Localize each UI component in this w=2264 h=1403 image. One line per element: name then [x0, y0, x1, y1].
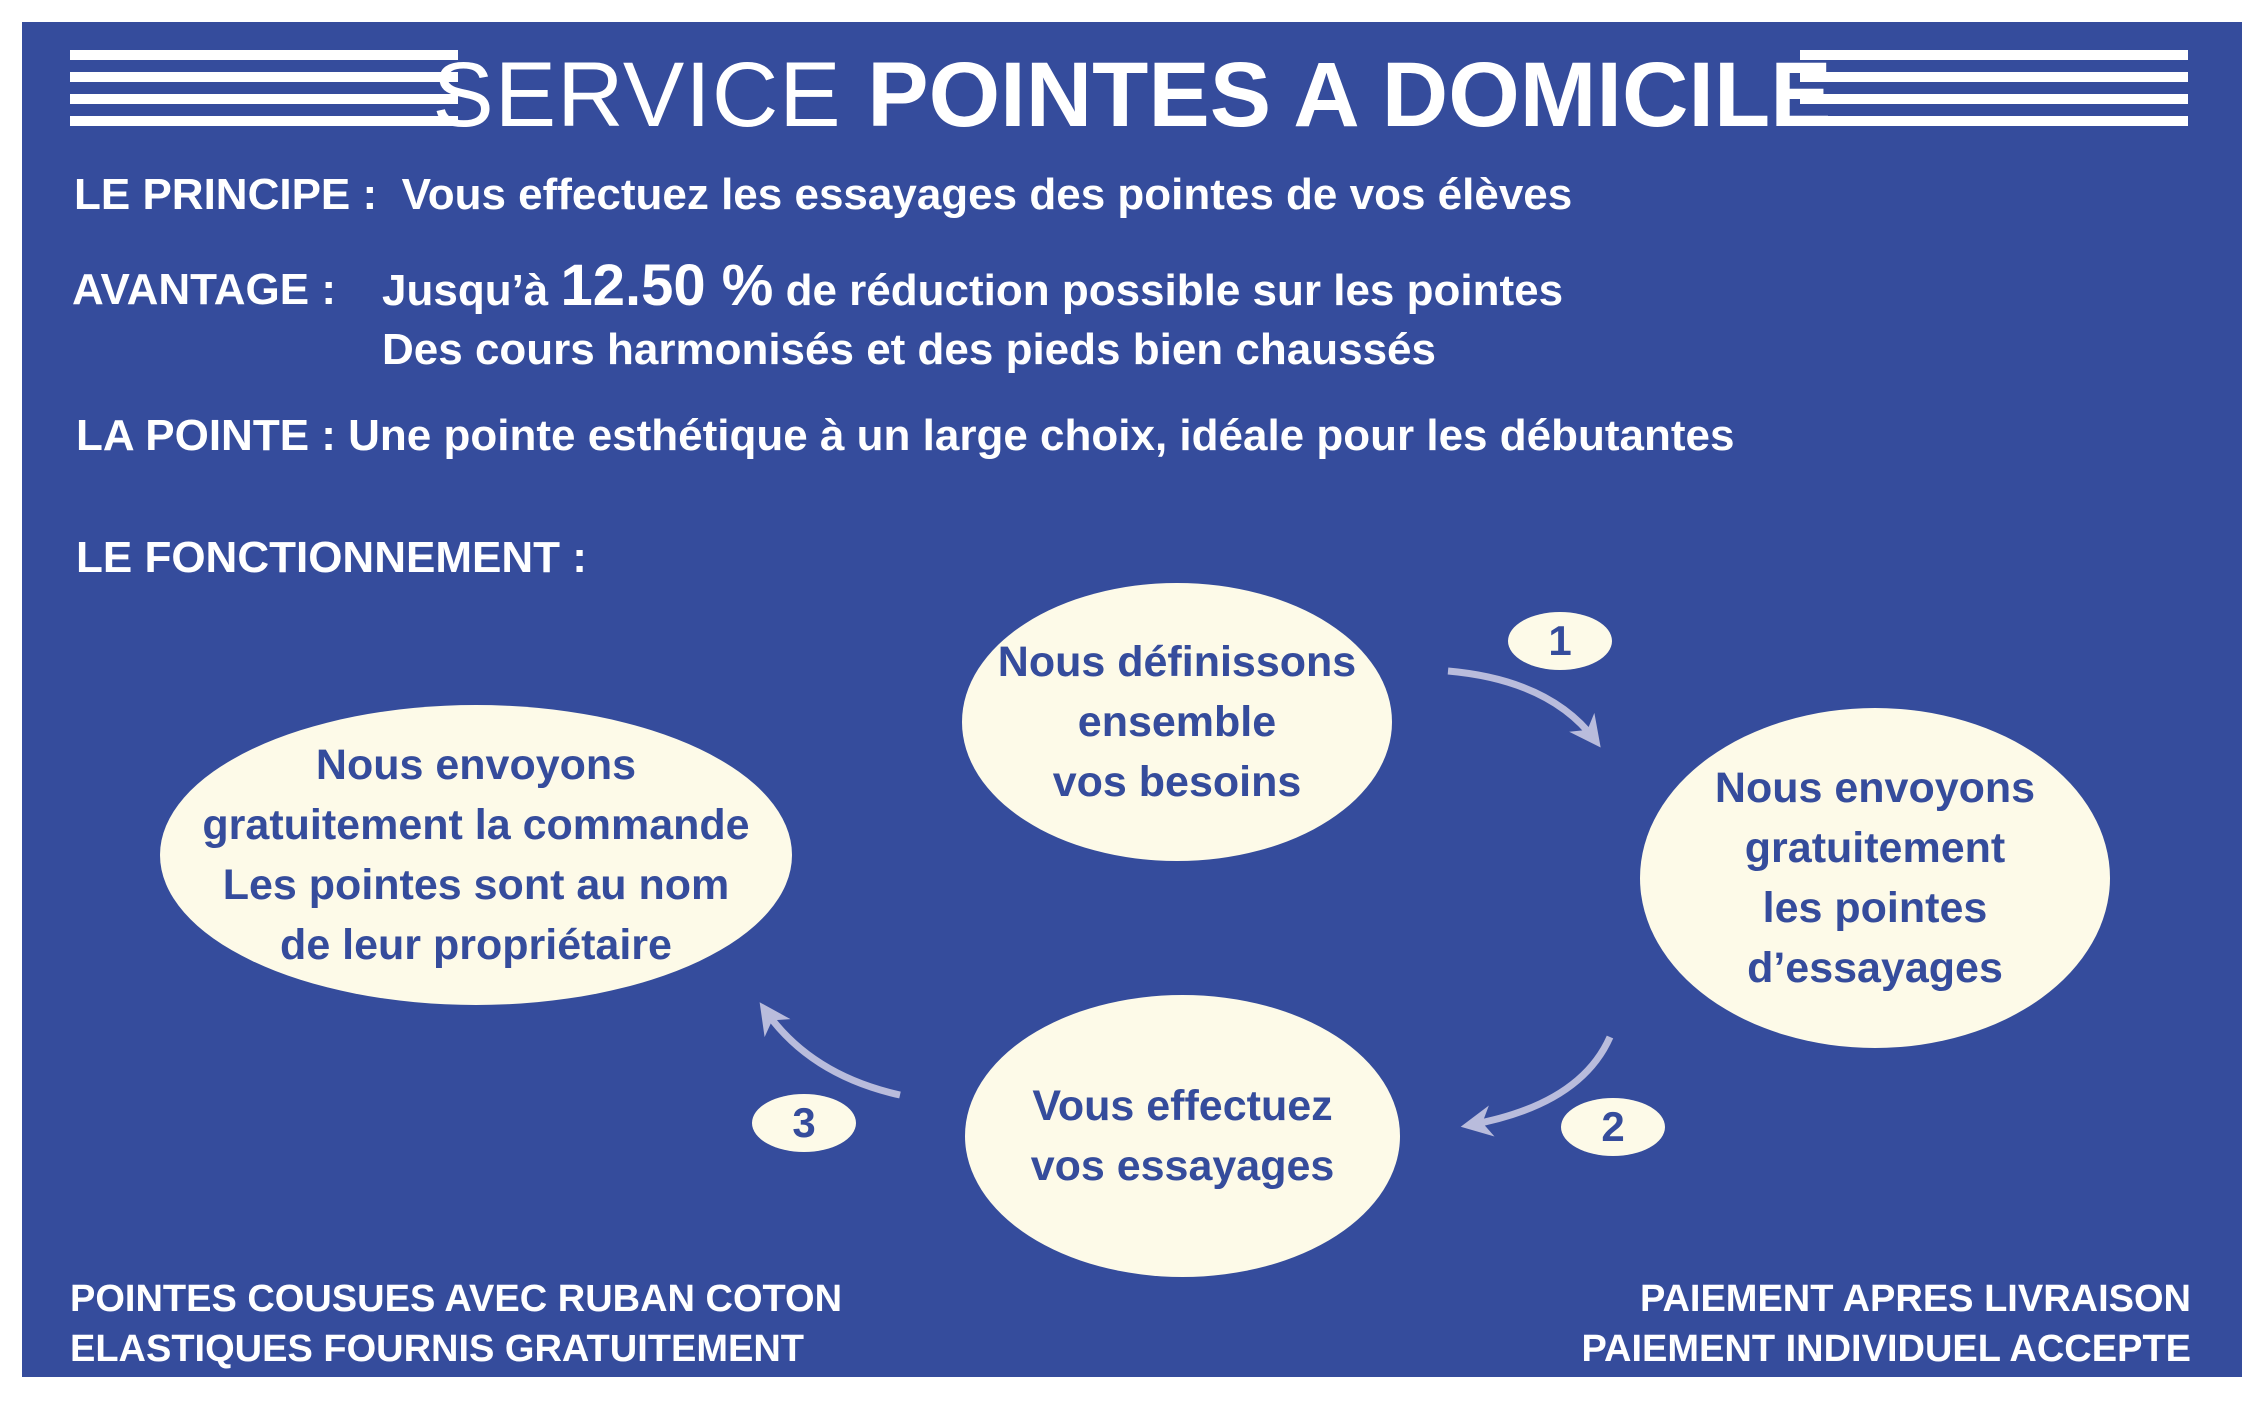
avantage-value: 12.50 % — [560, 253, 774, 318]
avantage-line-2: Des cours harmonisés et des pieds bien chaussés — [382, 325, 1436, 374]
footer-right-line-1: PAIEMENT APRES LIVRAISON — [1639, 1278, 2191, 1320]
step-ellipse-1: Nous définissons ensemble vos besoins — [962, 583, 1392, 861]
footer-right-line-2: PAIEMENT INDIVIDUEL ACCEPTE — [1581, 1328, 2191, 1370]
footer-left — [70, 1274, 842, 1374]
title-light: SERVICE — [432, 44, 842, 146]
avantage-suffix: de réduction possible sur les pointes — [785, 266, 1564, 315]
avantage-prefix: Jusqu’à — [382, 266, 549, 315]
arrow-step-1 — [1448, 671, 1595, 740]
step-badge-2: 2 — [1561, 1098, 1665, 1156]
footer-left-line-2: ELASTIQUES FOURNIS GRATUITEMENT — [70, 1328, 804, 1370]
footer-right — [1582, 1274, 2191, 1374]
principe-text: Vous effectuez les essayages des pointes de vos élèves — [401, 170, 1573, 219]
fonctionnement-label: LE FONCTIONNEMENT : — [76, 533, 587, 582]
arrow-step-3 — [765, 1010, 900, 1095]
step-badge-3: 3 — [752, 1094, 856, 1152]
step-ellipse-4: Nous envoyons gratuitement la commande Les pointes sont au nom de leur propriétaire — [160, 705, 792, 1005]
pointe-label: LA POINTE : — [76, 411, 336, 460]
title-bold: POINTES A DOMICILE — [867, 44, 1832, 146]
step-badge-1: 1 — [1508, 612, 1612, 670]
step-ellipse-3: Vous effectuez vos essayages — [965, 995, 1400, 1277]
step-ellipse-2: Nous envoyons gratuitement les pointes d’essayages — [1640, 708, 2110, 1048]
principe-label: LE PRINCIPE : — [74, 170, 378, 219]
pointe-text: Une pointe esthétique à un large choix, idéale pour les débutantes — [348, 411, 1735, 460]
footer-left-line-1: POINTES COUSUES AVEC RUBAN COTON — [70, 1278, 843, 1320]
avantage-label: AVANTAGE : — [72, 265, 336, 314]
